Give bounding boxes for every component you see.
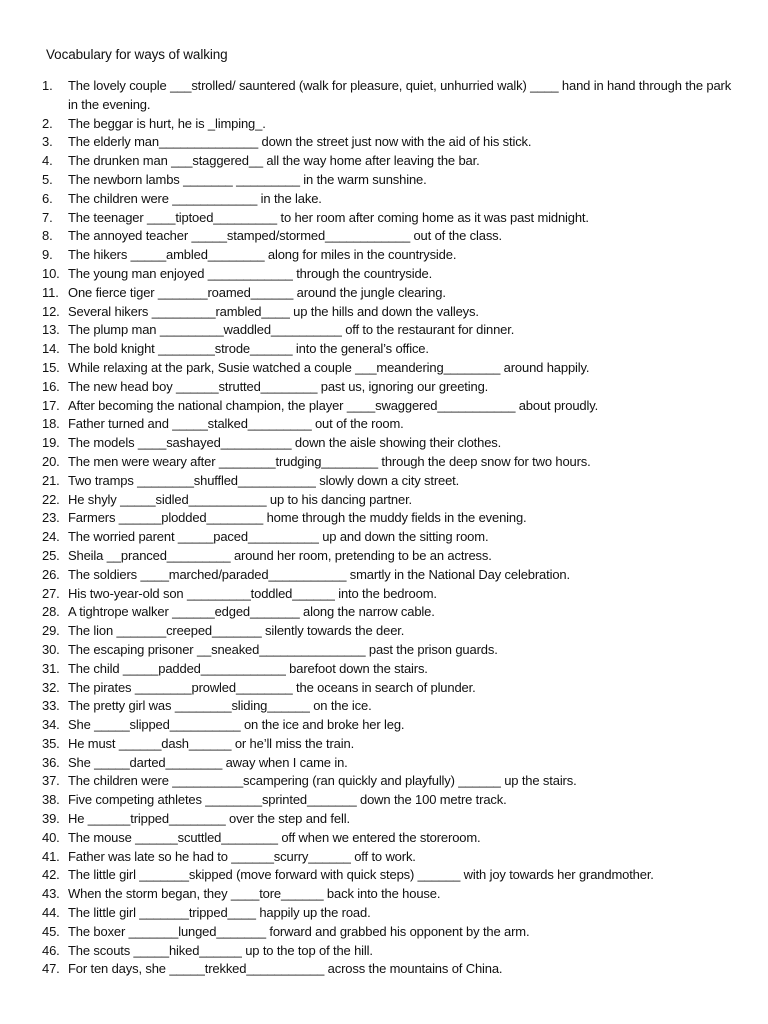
item-number: 26. [42, 566, 60, 582]
item-number: 47. [42, 961, 60, 977]
list-item [42, 359, 742, 378]
item-sentence: The new head boy ______strutted________ past us, ignoring our greeting. [68, 378, 489, 394]
item-sentence: One fierce tiger _______roamed______ around the jungle clearing. [68, 284, 446, 300]
item-sentence: The lovely couple ___strolled/ sauntered (walk for pleasure, quiet, unhurried walk) ____ hand in hand through the park in the evening. [68, 78, 732, 112]
item-number: 28. [42, 604, 60, 620]
item-sentence: The models ____sashayed__________ down the aisle showing their clothes. [68, 435, 502, 451]
list-item [42, 378, 742, 397]
item-sentence: His two-year-old son _________toddled______ into the bedroom. [68, 585, 437, 601]
list-item [42, 866, 742, 885]
list-item [42, 603, 742, 622]
item-number: 35. [42, 735, 60, 751]
item-number: 15. [42, 359, 60, 375]
list-item [42, 904, 742, 923]
item-sentence: The boxer _______lunged_______ forward and grabbed his opponent by the arm. [68, 923, 530, 939]
item-number: 41. [42, 848, 60, 864]
list-item [42, 115, 742, 134]
list-item [42, 772, 742, 791]
item-number: 20. [42, 453, 60, 469]
item-number: 34. [42, 717, 60, 733]
item-sentence: She _____darted________ away when I came in. [68, 754, 348, 770]
item-sentence: He shyly _____sidled___________ up to his dancing partner. [68, 491, 413, 507]
item-number: 11. [42, 284, 59, 300]
item-number: 1. [42, 78, 53, 93]
list-item [42, 265, 742, 284]
list-item [42, 547, 742, 566]
list-item [42, 133, 742, 152]
item-number: 23. [42, 510, 60, 526]
item-number: 29. [42, 623, 60, 639]
item-number: 3. [42, 134, 53, 150]
item-number: 21. [42, 472, 60, 488]
list-item [42, 585, 742, 604]
item-sentence: Sheila __pranced_________ around her room, pretending to be an actress. [68, 547, 492, 563]
item-number: 22. [42, 491, 60, 507]
list-item [42, 754, 742, 773]
item-number: 31. [42, 660, 60, 676]
item-number: 43. [42, 886, 60, 902]
document-title: Vocabulary for ways of walking [46, 47, 228, 62]
item-sentence: Two tramps ________shuffled___________ slowly down a city street. [68, 472, 460, 488]
list-item [42, 810, 742, 829]
item-sentence: While relaxing at the park, Susie watched a couple ___meandering________ around happily. [68, 359, 590, 375]
item-sentence: Farmers ______plodded________ home through the muddy fields in the evening. [68, 510, 527, 526]
item-number: 19. [42, 435, 60, 451]
list-item [42, 77, 742, 115]
list-item [42, 679, 742, 698]
item-number: 32. [42, 679, 60, 695]
list-item [42, 791, 742, 810]
item-sentence: The little girl _______tripped____ happily up the road. [68, 905, 371, 921]
list-item [42, 321, 742, 340]
item-sentence: The soldiers ____marched/paraded___________ smartly in the National Day celebration. [68, 566, 570, 582]
item-number: 27. [42, 585, 60, 601]
item-number: 6. [42, 190, 53, 206]
list-item [42, 453, 742, 472]
item-number: 37. [42, 773, 60, 789]
item-number: 8. [42, 228, 53, 244]
item-sentence: The young man enjoyed ____________ through the countryside. [68, 265, 433, 281]
item-sentence: Several hikers _________rambled____ up the hills and down the valleys. [68, 303, 479, 319]
item-sentence: The men were weary after ________trudging________ through the deep snow for two hours. [68, 453, 591, 469]
list-item [42, 152, 742, 171]
item-sentence: The scouts _____hiked______ up to the top of the hill. [68, 942, 373, 958]
item-number: 14. [42, 341, 60, 357]
item-number: 13. [42, 322, 60, 338]
item-number: 2. [42, 115, 53, 131]
list-item [42, 716, 742, 735]
item-number: 16. [42, 378, 60, 394]
item-sentence: After becoming the national champion, the player ____swaggered___________ about proudly. [68, 397, 599, 413]
list-item [42, 491, 742, 510]
item-sentence: He ______tripped________ over the step and fell. [68, 811, 350, 827]
list-item [42, 848, 742, 867]
item-sentence: The children were __________scampering (ran quickly and playfully) ______ up the stairs. [68, 773, 577, 789]
item-sentence: When the storm began, they ____tore______ back into the house. [68, 886, 441, 902]
list-item [42, 622, 742, 641]
item-sentence: He must ______dash______ or he’ll miss the train. [68, 735, 355, 751]
item-sentence: Father turned and _____stalked_________ out of the room. [68, 416, 404, 432]
item-number: 12. [42, 303, 60, 319]
list-item [42, 171, 742, 190]
item-sentence: The elderly man______________ down the street just now with the aid of his stick. [68, 134, 532, 150]
item-number: 10. [42, 265, 60, 281]
list-item [42, 735, 742, 754]
item-number: 36. [42, 754, 60, 770]
item-number: 40. [42, 829, 60, 845]
item-sentence: The drunken man ___staggered__ all the way home after leaving the bar. [68, 153, 480, 169]
list-item [42, 227, 742, 246]
item-number: 30. [42, 641, 60, 657]
list-item [42, 509, 742, 528]
list-item [42, 397, 742, 416]
item-number: 25. [42, 547, 60, 563]
item-sentence: The annoyed teacher _____stamped/stormed____________ out of the class. [68, 228, 502, 244]
item-sentence: The worried parent _____paced__________ up and down the sitting room. [68, 529, 489, 545]
list-item [42, 190, 742, 209]
list-item [42, 885, 742, 904]
item-number: 46. [42, 942, 60, 958]
list-item [42, 434, 742, 453]
list-item [42, 829, 742, 848]
item-sentence: Five competing athletes ________sprinted_______ down the 100 metre track. [68, 792, 507, 808]
item-sentence: A tightrope walker ______edged_______ along the narrow cable. [68, 604, 435, 620]
item-number: 9. [42, 247, 53, 263]
item-sentence: The mouse ______scuttled________ off when we entered the storeroom. [68, 829, 481, 845]
item-number: 5. [42, 171, 53, 187]
item-number: 44. [42, 905, 60, 921]
item-sentence: The child _____padded____________ barefoot down the stairs. [68, 660, 428, 676]
item-sentence: The plump man _________waddled__________ off to the restaurant for dinner. [68, 322, 515, 338]
list-item [42, 340, 742, 359]
item-number: 38. [42, 792, 60, 808]
list-item [42, 960, 742, 979]
item-sentence: The children were ____________ in the lake. [68, 190, 322, 206]
item-number: 4. [42, 153, 53, 169]
item-number: 17. [42, 397, 60, 413]
list-item [42, 209, 742, 228]
item-sentence: The little girl _______skipped (move forward with quick steps) ______ with joy towards her grandmother. [68, 867, 654, 883]
list-item [42, 284, 742, 303]
list-item [42, 566, 742, 585]
exercise-list [42, 77, 742, 979]
item-number: 24. [42, 529, 60, 545]
item-number: 18. [42, 416, 60, 432]
item-sentence: Father was late so he had to ______scurry______ off to work. [68, 848, 416, 864]
list-item [42, 660, 742, 679]
item-sentence: The beggar is hurt, he is _limping_. [68, 115, 266, 131]
list-item [42, 246, 742, 265]
list-item [42, 641, 742, 660]
item-sentence: The newborn lambs _______ _________ in the warm sunshine. [68, 171, 427, 187]
list-item [42, 923, 742, 942]
item-number: 33. [42, 698, 60, 714]
list-item [42, 303, 742, 322]
item-sentence: The pretty girl was ________sliding______ on the ice. [68, 698, 372, 714]
item-sentence: The bold knight ________strode______ into the general’s office. [68, 341, 429, 357]
item-sentence: She _____slipped__________ on the ice and broke her leg. [68, 717, 405, 733]
item-sentence: The lion _______creeped_______ silently towards the deer. [68, 623, 405, 639]
item-sentence: The hikers _____ambled________ along for miles in the countryside. [68, 247, 457, 263]
item-sentence: The escaping prisoner __sneaked_______________ past the prison guards. [68, 641, 498, 657]
item-number: 45. [42, 923, 60, 939]
list-item [42, 942, 742, 961]
item-sentence: For ten days, she _____trekked___________ across the mountains of China. [68, 961, 503, 977]
item-number: 42. [42, 867, 60, 883]
item-sentence: The pirates ________prowled________ the oceans in search of plunder. [68, 679, 476, 695]
list-item [42, 472, 742, 491]
item-number: 7. [42, 209, 53, 225]
item-number: 39. [42, 811, 60, 827]
list-item [42, 528, 742, 547]
list-item [42, 697, 742, 716]
item-sentence: The teenager ____tiptoed_________ to her room after coming home as it was past midnight. [68, 209, 589, 225]
list-item [42, 415, 742, 434]
